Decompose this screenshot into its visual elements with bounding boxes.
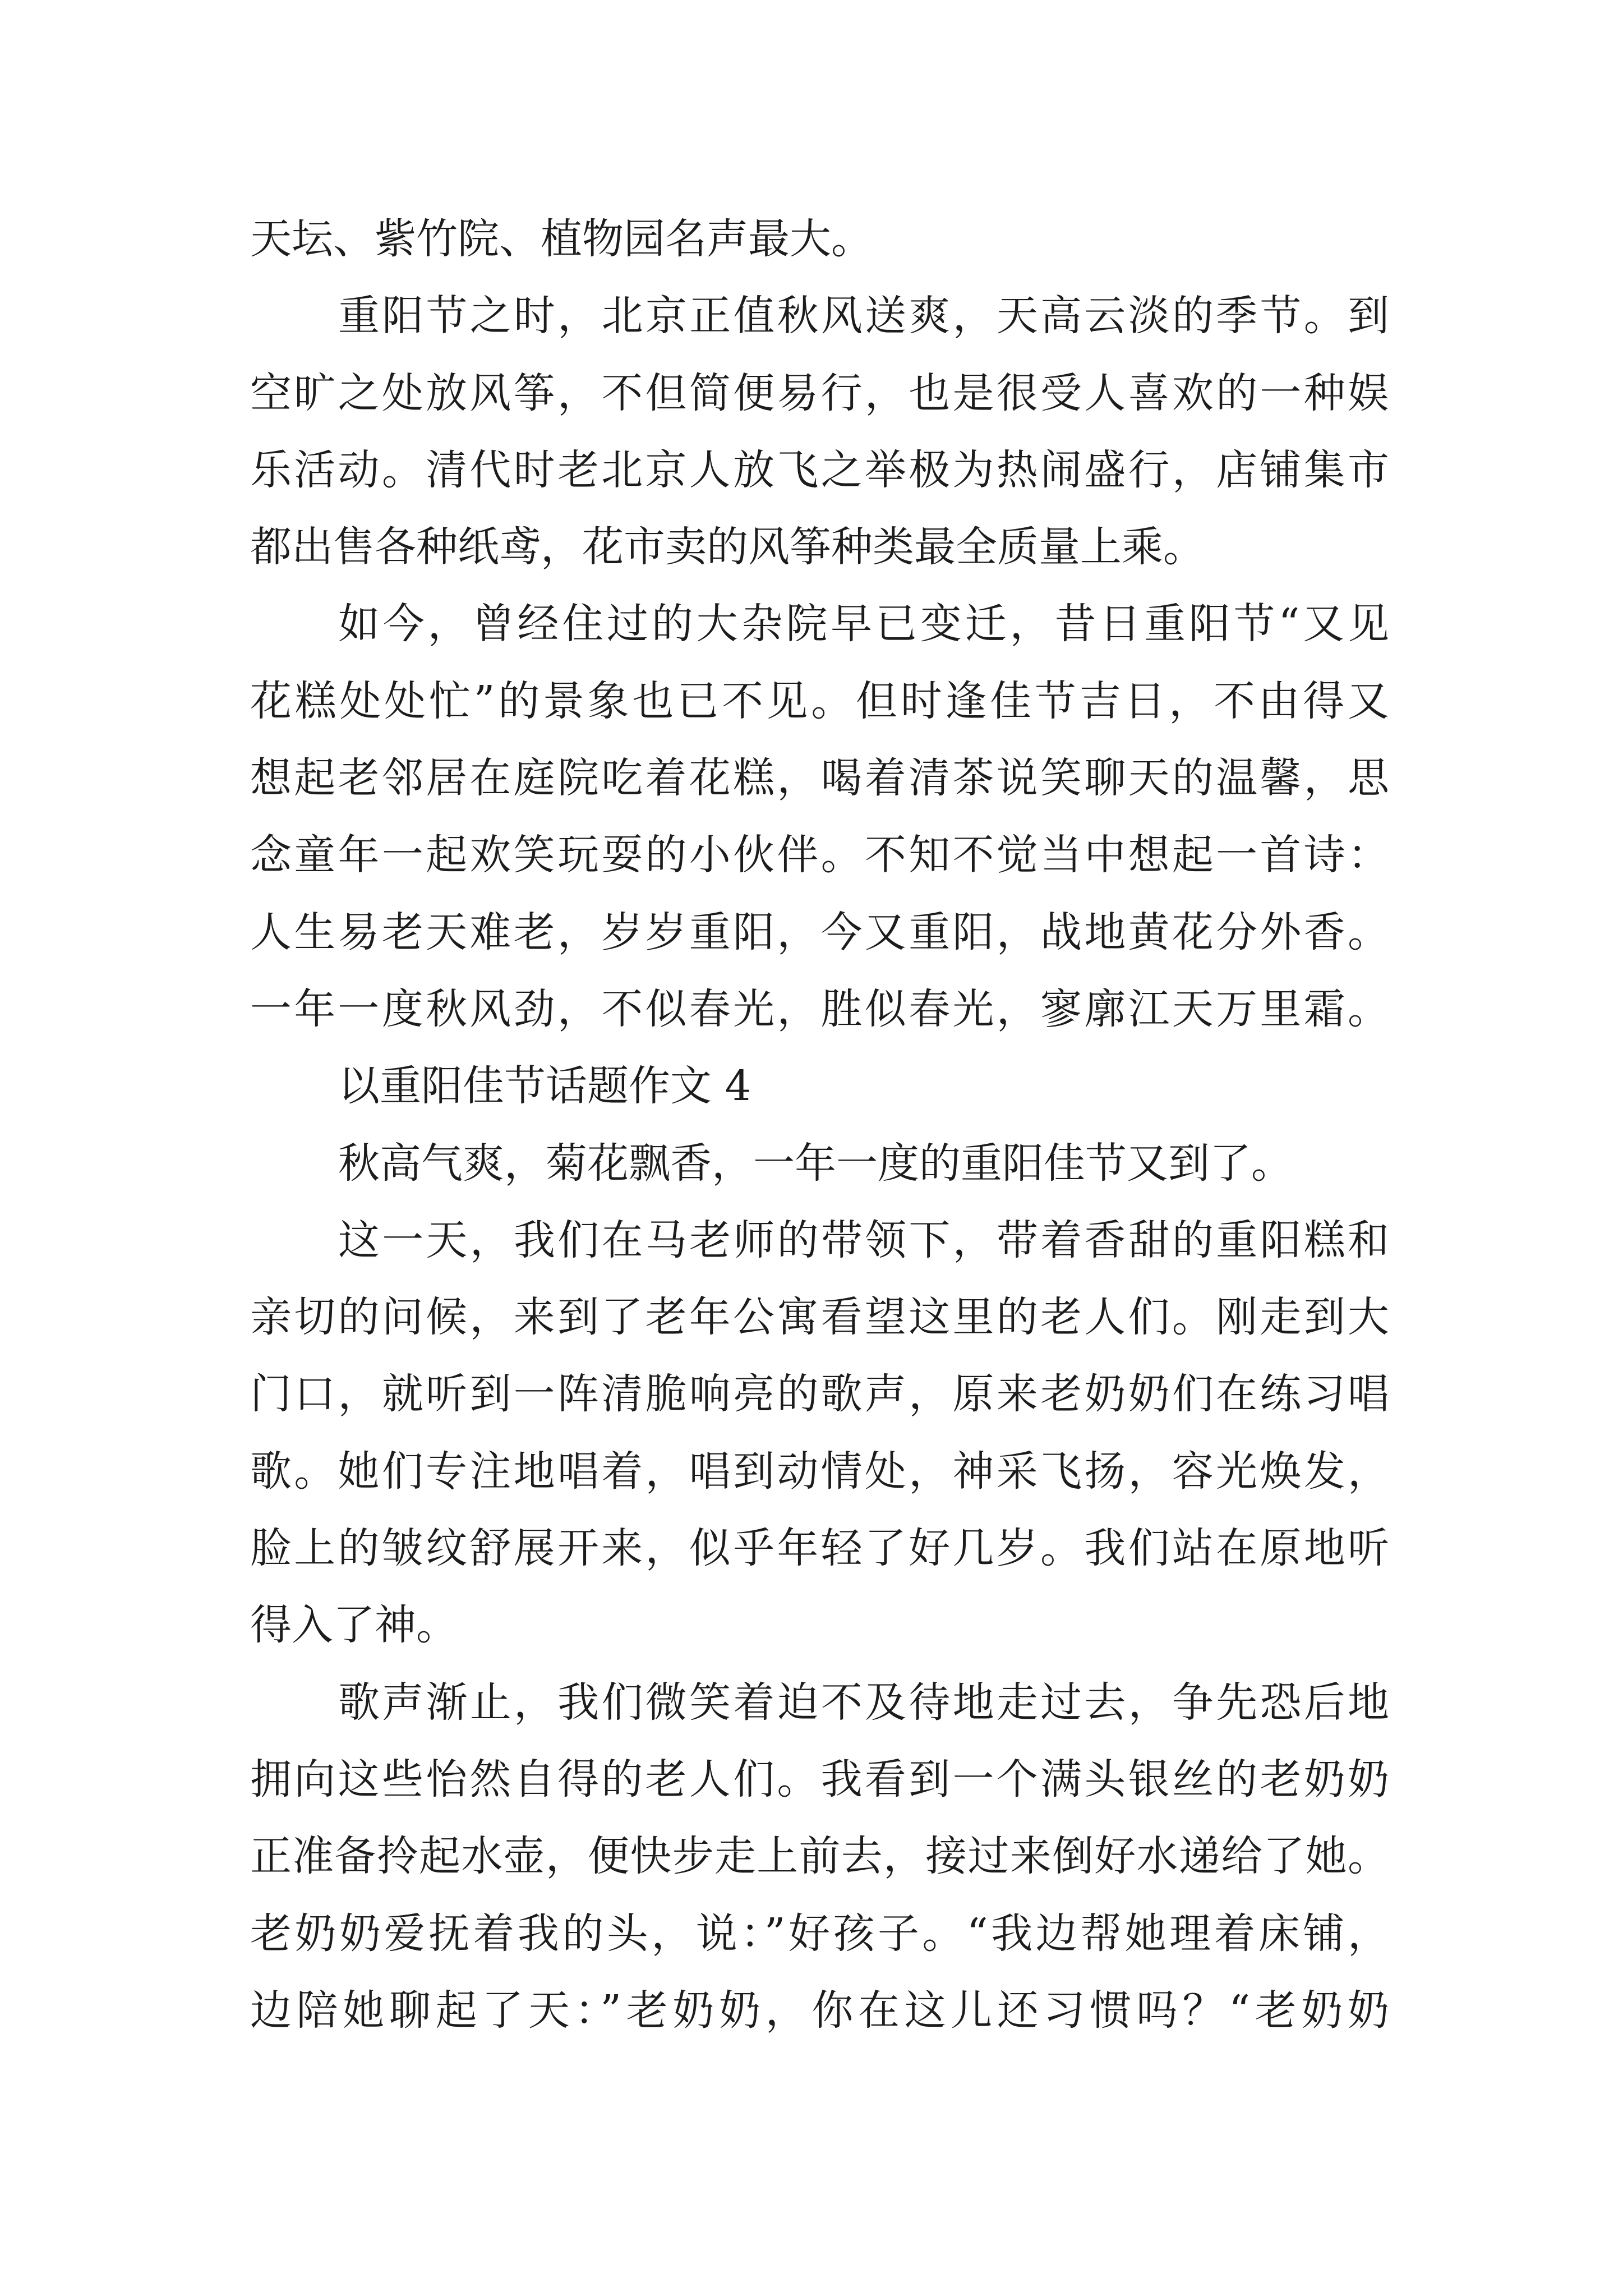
text-line: 门口，就听到一阵清脆响亮的歌声，原来老奶奶们在练习唱 bbox=[250, 1370, 1389, 1419]
text-line: 如今，曾经住过的大杂院早已变迁，昔日重阳节“又见 bbox=[338, 600, 1389, 648]
text-line: 这一天，我们在马老师的带领下，带着香甜的重阳糕和 bbox=[338, 1216, 1389, 1264]
text-line: 脸上的皱纹舒展开来，似乎年轻了好几岁。我们站在原地听 bbox=[250, 1524, 1389, 1573]
section-heading: 以重阳佳节话题作文 4 bbox=[338, 1062, 751, 1111]
text-line: 歌。她们专注地唱着，唱到动情处，神采飞扬，容光焕发， bbox=[250, 1447, 1389, 1496]
text-line: 空旷之处放风筝，不但简便易行，也是很受人喜欢的一种娱 bbox=[250, 369, 1389, 417]
text-line: 正准备拎起水壶，便快步走上前去，接过来倒好水递给了她。 bbox=[250, 1832, 1389, 1881]
text-line: 一年一度秋风劲，不似春光，胜似春光，寥廓江天万里霜。 bbox=[250, 984, 1389, 1033]
text-line: 花糕处处忙”的景象也已不见。但时逢佳节吉日，不由得又 bbox=[250, 677, 1389, 725]
text-line: 亲切的问候，来到了老年公寓看望这里的老人们。刚走到大 bbox=[250, 1293, 1389, 1342]
text-line: 拥向这些怡然自得的老人们。我看到一个满头银丝的老奶奶 bbox=[250, 1755, 1389, 1803]
text-line: 秋高气爽，菊花飘香，一年一度的重阳佳节又到了。 bbox=[338, 1139, 1293, 1188]
text-line: 边陪她聊起了天：”老奶奶，你在这儿还习惯吗？“老奶奶 bbox=[250, 1986, 1389, 2035]
text-line: 老奶奶爱抚着我的头，说：”好孩子。“我边帮她理着床铺， bbox=[250, 1909, 1389, 1958]
text-line: 念童年一起欢笑玩耍的小伙伴。不知不觉当中想起一首诗： bbox=[250, 831, 1389, 880]
document-body bbox=[250, 201, 1389, 2049]
text-line: 天坛、紫竹院、植物园名声最大。 bbox=[250, 215, 873, 263]
text-line: 都出售各种纸鸢，花市卖的风筝种类最全质量上乘。 bbox=[250, 523, 1205, 572]
text-line: 歌声渐止，我们微笑着迫不及待地走过去，争先恐后地 bbox=[338, 1678, 1389, 1727]
text-line: 想起老邻居在庭院吃着花糕，喝着清茶说笑聊天的温馨，思 bbox=[250, 754, 1389, 803]
text-line: 得入了神。 bbox=[250, 1601, 458, 1650]
text-line: 乐活动。清代时老北京人放飞之举极为热闹盛行，店铺集市 bbox=[250, 445, 1389, 494]
text-line: 人生易老天难老，岁岁重阳，今又重阳，战地黄花分外香。 bbox=[250, 908, 1389, 956]
text-line: 重阳节之时，北京正值秋风送爽，天高云淡的季节。到 bbox=[338, 292, 1389, 341]
